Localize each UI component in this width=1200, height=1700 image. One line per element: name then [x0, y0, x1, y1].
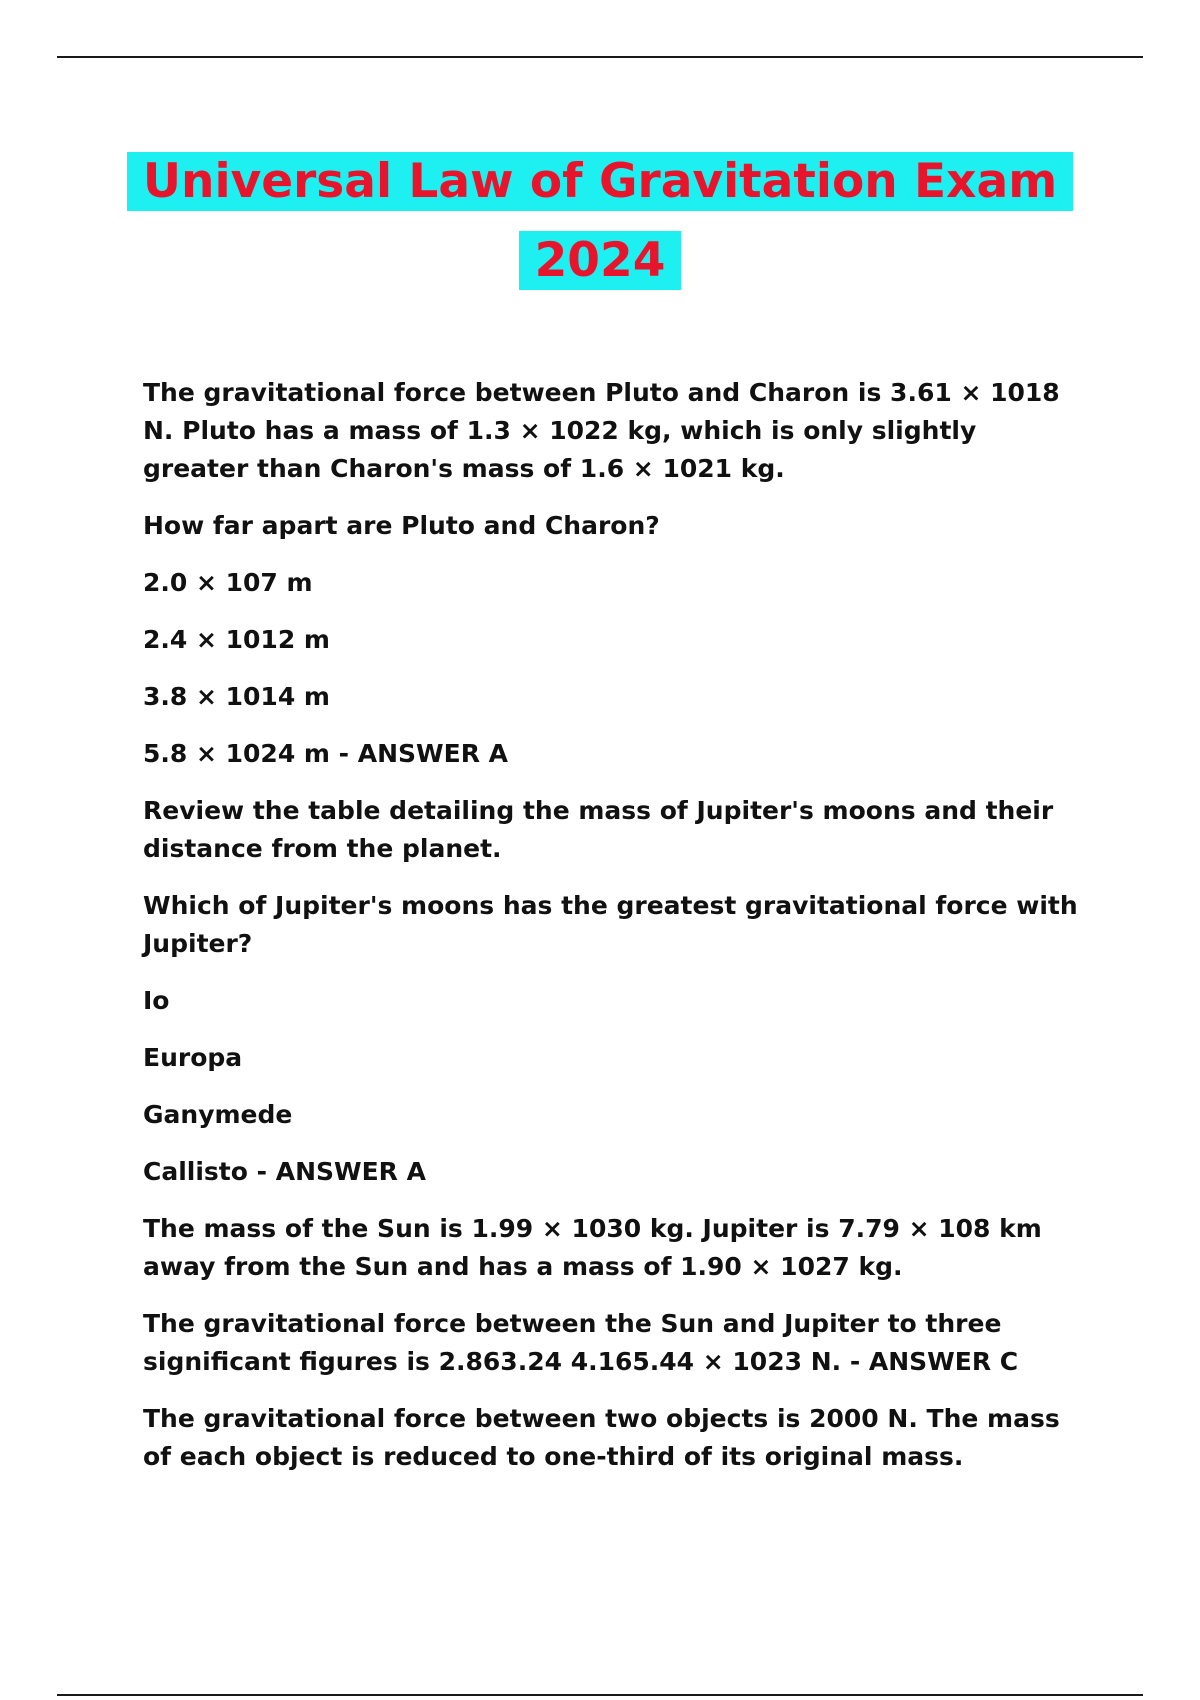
question-1-option-a: 2.0 × 107 m — [143, 568, 313, 597]
question-1-option-d-answer: 5.8 × 1024 m - ANSWER A — [143, 739, 508, 768]
question-2-stem: Review the table detailing the mass of Jupiter's moons and their distance from the planet. — [143, 796, 1054, 863]
question-4-stem: The gravitational force between two objects is 2000 N. The mass of each object is reduced to one-third of its original mass. — [143, 1404, 1060, 1471]
header-rule — [57, 56, 1143, 58]
question-3-answer: The gravitational force between the Sun and Jupiter to three significant figures is 2.863.24 4.165.44 × 1023 N. - ANSWER C — [143, 1309, 1019, 1376]
document-body — [143, 374, 1083, 1495]
question-2-option-a: Io — [143, 986, 170, 1015]
title-line-2: 2024 — [519, 231, 682, 290]
question-2-option-d-answer: Callisto - ANSWER A — [143, 1157, 426, 1186]
question-2-option-c: Ganymede — [143, 1100, 293, 1129]
question-2-option-b: Europa — [143, 1043, 243, 1072]
footer-rule — [57, 1694, 1143, 1696]
question-1-prompt: How far apart are Pluto and Charon? — [143, 511, 660, 540]
title-line-1: Universal Law of Gravitation Exam — [127, 152, 1073, 211]
document-title — [0, 142, 1200, 300]
question-1-option-b: 2.4 × 1012 m — [143, 625, 330, 654]
question-1-option-c: 3.8 × 1014 m — [143, 682, 330, 711]
question-2-prompt: Which of Jupiter's moons has the greatest gravitational force with Jupiter? — [143, 891, 1078, 958]
question-3-stem: The mass of the Sun is 1.99 × 1030 kg. Jupiter is 7.79 × 108 km away from the Sun and has a mass of 1.90 × 1027 kg. — [143, 1214, 1042, 1281]
question-1-stem: The gravitational force between Pluto and Charon is 3.61 × 1018 N. Pluto has a mass of 1.3 × 1022 kg, which is only slightly greater than Charon's mass of 1.6 × 1021 kg. — [143, 378, 1060, 483]
